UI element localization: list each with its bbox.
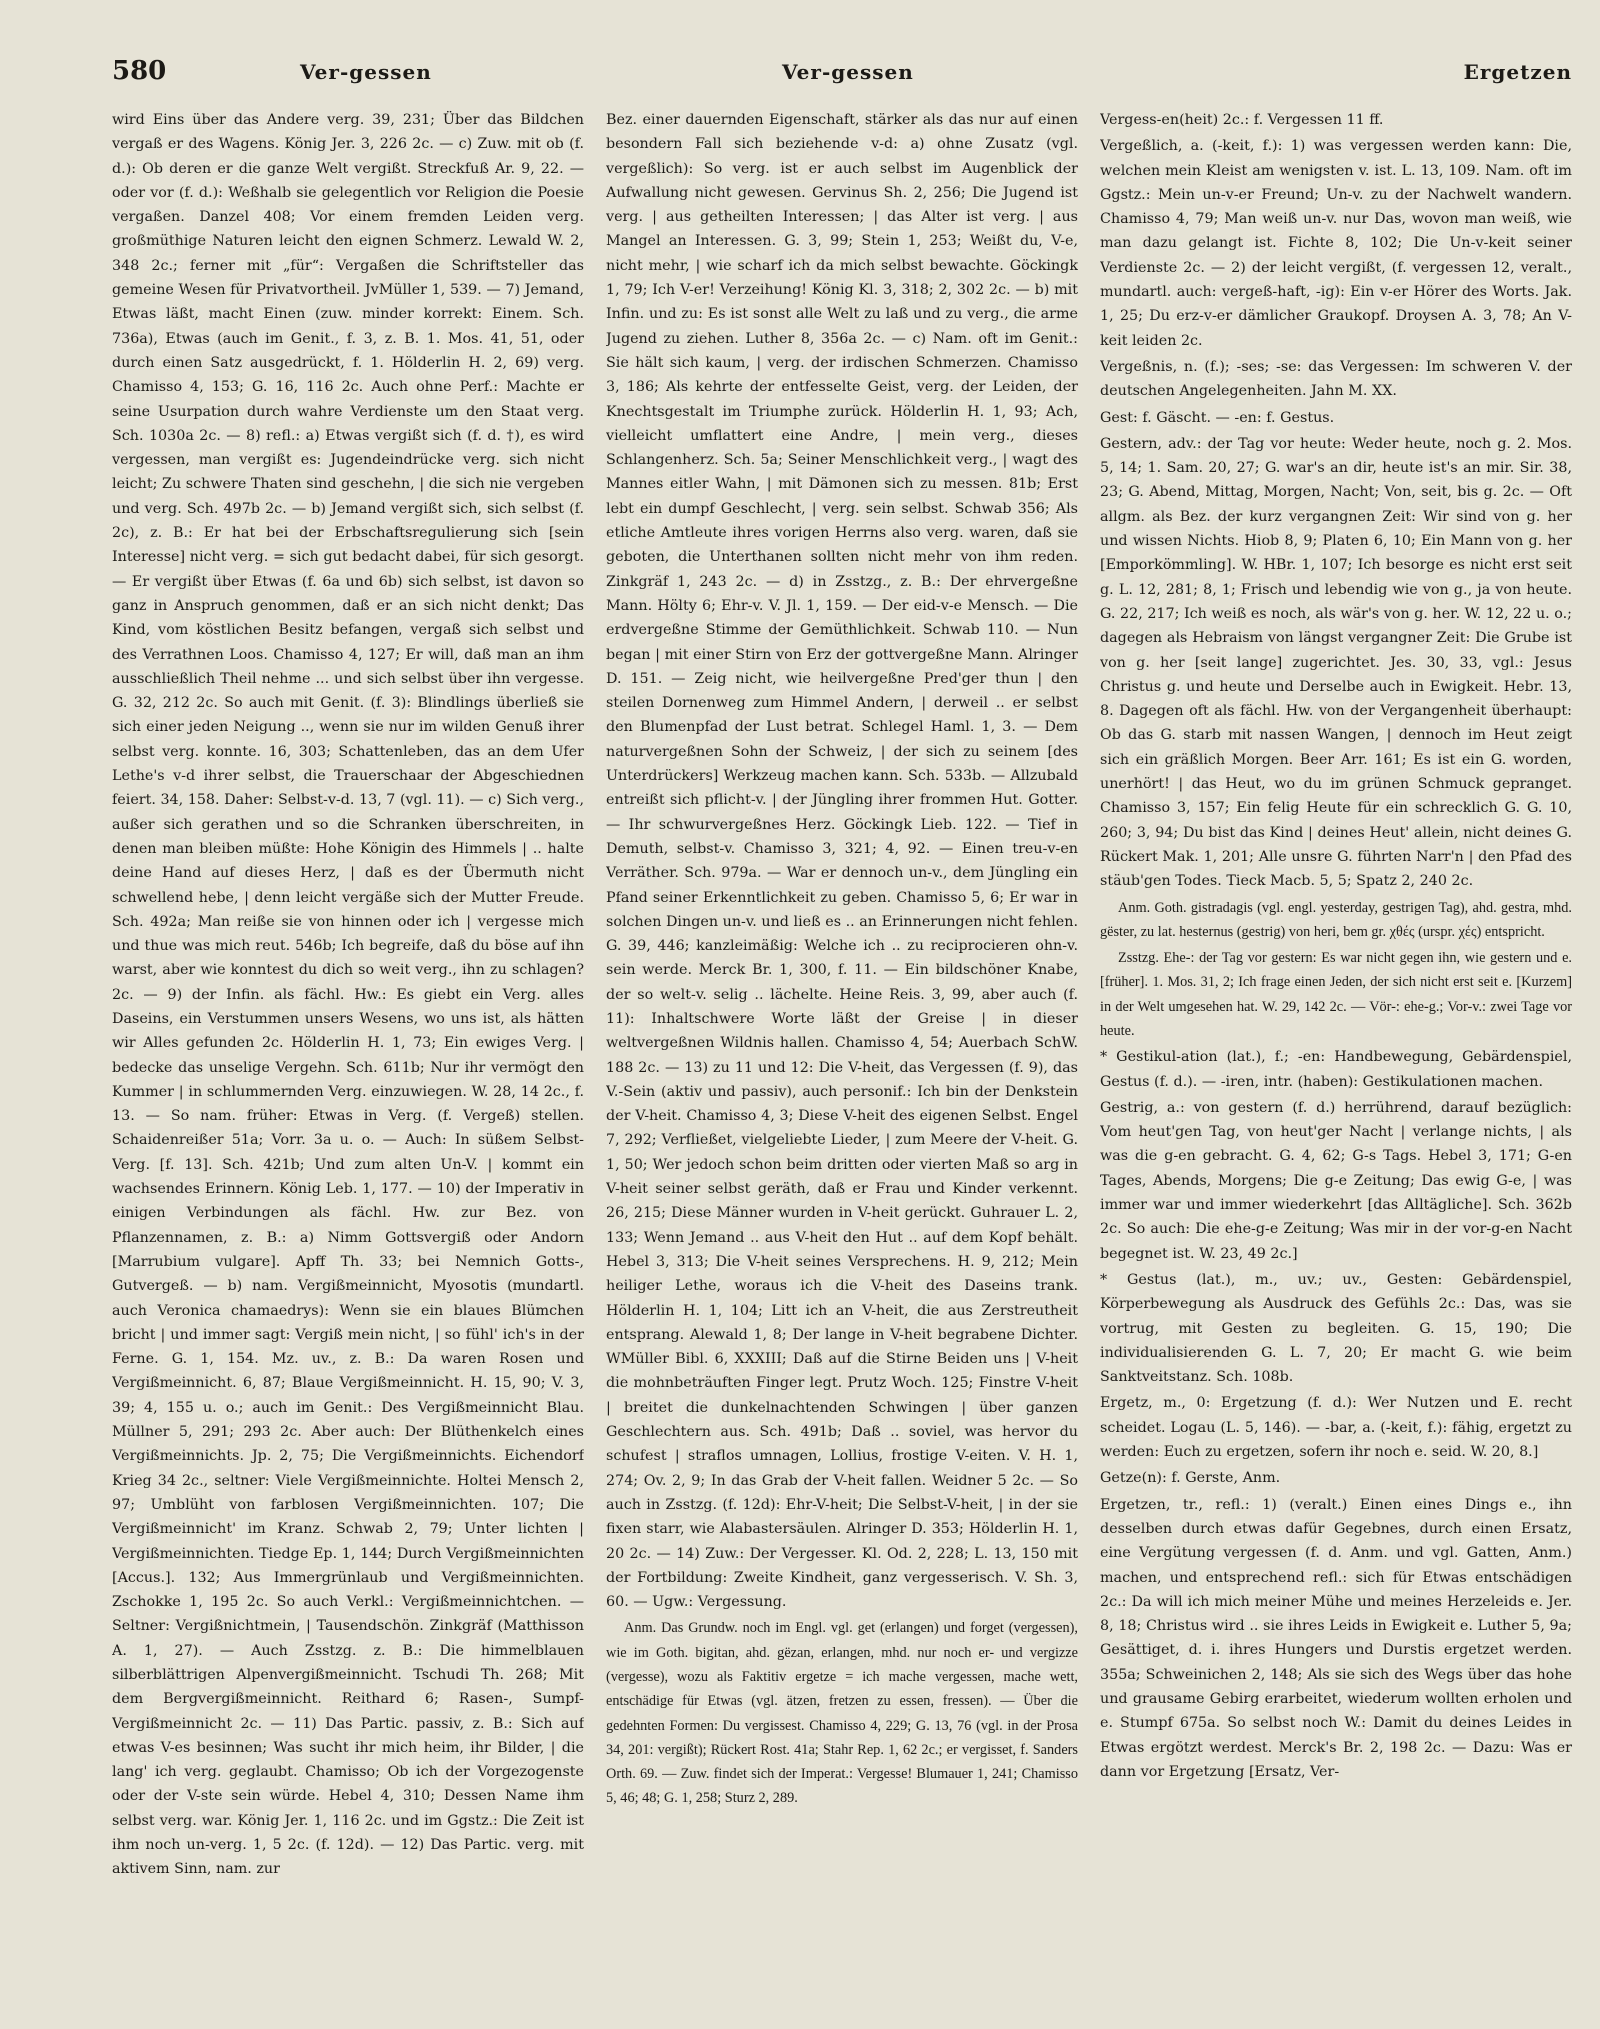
entry-gestern: Gestern, adv.: der Tag vor heute: Weder heute, noch g. 2. Mos. 5, 14; 1. Sam. 20, 27; G. war's an dir, heute ist's an mir. Sir. 38, 23; G. Abend, Mittag, Morgen, Nacht; Von, seit, bis g. 2c. — Oft allgm. als Bez. der kurz vergangnen Zeit: Wir sind von g. her und wissen Nichts. Hiob 8, 9; Platen 6, 10; Ein Mann von g. her [Emporkömmling]. W. HBr. 1, 107; Ich besorge es nicht erst seit g. L. 12, 281; 8, 1; Frisch und lebendig wie von g., ja von heute. G. 22, 217; Ich weiß es noch, als wär's von g. her. W. 12, 22 u. o.; dagegen als Hebraism von längst vergangner Zeit: Die Grube ist von g. her [seit lange] zugerichtet. Jes. 30, 33, vgl.: Jesus Christus g. und heute und Derselbe auch in Ewigkeit. Hebr. 13, 8. Dagegen oft als fächl. Hw. von der Vergangenheit überhaupt: Ob das G. starb mit nassen Wangen, | dennoch im Heut zeigt sich ein gräßlich Morgen. Beer Arr. 161; Es ist ein G. worden, unerhört! | das Heut, wo du im grünen Schmuck gepranget. Chamisso 3, 157; Ein felig Heute für ein schrecklich G. G. 10, 260; 3, 94; Du bist das Kind | deines Heut' allein, nicht deines G. Rückert Mak. 1, 201; Alle unsre G. führten Narr'n | den Pfad des stäub'gen Todes. Tieck Macb. 5, 5; Spatz 2, 240 2c. (1100, 435, 1572, 890)
entry-ergetz: Ergetz, m., 0: Ergetzung (f. d.): Wer Nutzen und E. recht scheidet. Logau (L. 5, 146). — -bar, a. (-keit, f.): fähig, ergetzt zu werden: Euch zu ergetzen, sofern ihr noch e. seid. W. 20, 8.] (1100, 1395, 1572, 1461)
annotation-gestern: Anm. Goth. gistradagis (vgl. engl. yesterday, gestrigen Tag), ahd. gestra, mhd. gëster, zu lat. hesternus (gestrig) von heri, bem gr. χθές (urspr. χές) entspricht. (1100, 899, 1572, 940)
column-right (1100, 108, 1572, 2013)
running-head-center: Ver-gessen (782, 60, 914, 84)
entry-text: Bez. einer dauernden Eigenschaft, stärker als das nur auf einen besondern Fall sich beziehende v-d: a) ohne Zusatz (vgl. vergeßlich): So verg. ist er auch selbst im Augenblick der Aufwallung nicht gewesen. Gervinus Sh. 2, 256; Die Jugend ist verg. | aus getheilten Interessen; | das Alter ist verg. | aus Mangel an Interessen. G. 3, 99; Stein 1, 253; Weißt du, V-e, nicht mehr, | wie scharf ich da mich selbst bewachte. Göckingk 1, 79; Ich V-er! Verzeihung! König Kl. 3, 318; 2, 302 2c. — b) mit Infin. und zu: Es ist sonst alle Welt zu laß und zu verg., die arme Jugend zu ziehen. Luther 8, 356a 2c. — c) Nam. oft im Genit.: Sie hält sich kaum, | verg. der irdischen Schmerzen. Chamisso 3, 186; Als kehrte der entfesselte Geist, verg. der Leiden, der Knechtsgestalt im Triumphe zurück. Hölderlin H. 1, 93; Ach, vielleicht umflattert eine Andre, | mein verg., dieses Schlangenherz. Sch. 5a; Seiner Menschlichkeit verg., | wagt des Mannes eitler Wahn, | mit Dämonen sich zu messen. 81b; Erst lebt ein dumpf Geschlecht, | verg. sein selbst. Schwab 356; Als etliche Amtleute ihres vorigen Herrns also verg. waren, daß sie geboten, die Unterthanen sollten nicht mehr von ihm reden. Zinkgräf 1, 243 2c. — d) in Zsstzg., z. B.: Der ehrvergeßne Mann. Hölty 6; Ehr-v. V. Jl. 1, 159. — Der eid-v-e Mensch. — Die erdvergeßne Stimme der Gemüthlichkeit. Schwab 110. — Nun began | mit einer Stirn von Erz der gottvergeßne Mann. Alringer D. 151. — Zeig nicht, wie heilvergeßne Pred'ger thun | den steilen Dornenweg zum Himmel Andern, | derweil .. er selbst den Blumenpfad der Lust betrat. Schlegel Haml. 1, 3. — Dem naturvergeßnen Sohn der Schweiz, | der sich zu seinem [des Unterdrückers] Werkzeug machen kann. Sch. 533b. — Allzubald entreißt sich pflicht-v. | der Jüngling ihrer frommen Hut. Gotter. — Ihr schwurvergeßnes Herz. Göckingk Lieb. 122. — Tief in Demuth, selbst-v. Chamisso 3, 321; 4, 92. — Einen treu-v-en Verräther. Sch. 979a. — War er dennoch un-v., dem Jüngling ein Pfand seiner Erkenntlichkeit zu geben. Chamisso 5, 6; Er war in solchen Dingen un-v. und ließ es .. an Erinnerungen nicht fehlen. G. 39, 446; kanzleimäßig: Welche ich .. zu reciprocieren ohn-v. sein werde. Merck Br. 1, 300, f. 11. — Ein bildschöner Knabe, der so welt-v. selig .. lächelte. Heine Reis. 3, 99, aber auch (f. 11): Inhaltschwere Worte läßt der Greise | in dieser weltvergeßnen Wildnis hallen. Chamisso 4, 54; Auerbach SchW. 188 2c. — 13) zu 11 und 12: Die V-heit, das Vergessen (f. 9), das V.-Sein (aktiv und passiv), auch personif.: Ich bin der Denkstein der V-heit. Chamisso 4, 3; Diese V-heit des eigenen Selbst. Engel 7, 292; Verfließet, vielgeliebte Lieder, | zum Meere der V-heit. G. 1, 50; Wer jedoch schon beim dritten oder vierten Maß so arg in V-heit seiner selbst geräth, daß er Frau und Kinder verkennt. 26, 215; Diese Männer wurden in V-heit gerückt. Guhrauer L. 2, 133; Wenn Jemand .. aus V-heit den Hut .. auf dem Kopf behält. Hebel 3, 313; Die V-heit seines Versprechens. H. 9, 212; Mein heiliger Lethe, woraus ich die V-heit des Daseins trank. Hölderlin H. 1, 104; Litt ich an V-heit, die aus Zerstreutheit entsprang. Alewald 1, 8; Der lange in V-heit begrabene Dichter. WMüller Bibl. 6, XXXIII; Daß auf die Stirne Beiden uns | V-heit die mohnbeträuften Finger legt. Prutz Woch. 125; Finstre V-heit | breitet die dunkelnachtenden Schwingen | über ganzen Geschlechtern aus. Sch. 491b; Daß .. soviel, was hervor du schufest | straflos umnagen, Lollius, frostige V-eiten. V. H. 1, 274; Ov. 2, 9; In das Grab der V-heit fallen. Weidner 5 2c. — So auch in Zsstzg. (f. 12d): Ehr-V-heit; Die Selbst-V-heit, | in der sie fixen starr, wie Alabastersäulen. Alringer D. 353; Hölderlin H. 1, 20 2c. — 14) Zuw.: Der Vergesser. Kl. Od. 2, 228; L. 13, 150 mit der Fortbildung: Zweite Kindheit, ganz vergesserisch. V. Sh. 3, 60. — Ugw.: Vergessung. (606, 112, 1078, 1611)
page-header (112, 56, 1572, 96)
entry-vergesslich: Vergeßlich, a. (-keit, f.): 1) was vergessen werden kann: Die, welchen mein Kleist am wenigsten v. ist. L. 13, 109. Nam. oft im Ggstz.: Mein un-v-er Freund; Un-v. zu der Nachwelt wandern. Chamisso 4, 79; Man weiß un-v. nur Das, wovon man weiß, wie man dazu gelangt ist. Fichte 8, 102; Die Un-v-keit seiner Verdienste 2c. — 2) der leicht vergißt, (f. vergessen 12, veralt., mundartl. auch: vergeß-haft, -ig): Ein v-er Hörer des Worts. Jak. 1, 25; Du erz-v-er dämlicher Graukopf. Droysen A. 3, 78; An V-keit leiden 2c. (1100, 138, 1572, 349)
text-columns (112, 108, 1572, 2013)
annotation-text: Anm. Das Grundw. noch im Engl. vgl. get (erlangen) und forget (vergessen), wie im Goth. bigitan, ahd. gëzan, erlangen, mhd. nur noch er- und vergizze (vergesse), wozu als Faktitiv ergetze = ich mache vergessen, mache wett, entschädige für Etwas (vgl. ätzen, fretzen zu essen, fressen). — Über die gedehnten Formen: Du vergissest. Chamisso 4, 229; G. 13, 76 (vgl. in der Prosa 34, 201: vergißt); Rückert Rost. 41a; Stahr Rep. 1, 62 2c.; er vergisset, f. Sanders Orth. 69. — Zuw. findet sich der Imperat.: Vergesse! Blumauer 1, 241; Chamisso 5, 46; 48; G. 1, 258; Sturz 2, 289. (606, 1620, 1078, 1807)
page-number: 580 (112, 56, 167, 86)
entry-gestikulation: * Gestikul-ation (lat.), f.; -en: Handbewegung, Gebärdenspiel, Gestus (f. d.). — -iren, intr. (haben): Gestikulationen machen. (1100, 1049, 1572, 1090)
entry-ergetzen: Ergetzen, tr., refl.: 1) (veralt.) Einen eines Dings e., ihn desselben durch etwas dafür Gegebnes, durch einen Ersatz, eine Vergütung vergessen (f. d. Anm. und vgl. Gatten, Anm.) machen, und entsprechend refl.: sich für Etwas entschädigen 2c.: Da will ich mich meiner Mühe und meines Herzeleids e. Jer. 8, 18; Christus wird .. sie ihres Leids in Ewigkeit e. Luther 5, 9a; Gesättiget, d. i. ihres Hungers und Durstis ergetzet werden. 355a; Schweinichen 2, 148; Als sie sich des Wegs über das hohe und grausame Gebirg erarbeitet, wiederum wollten erholen und e. Stumpf 675a. So selbst noch W.: Damit du deines Leides in Etwas ergötzt werdest. Merck's Br. 2, 198 2c. — Dazu: Was er dann vor Ergetzung [Ersatz, Ver- (1100, 1496, 1572, 1780)
entry-vergessenheit: Vergess-en(heit) 2c.: f. Vergessen 11 ff. (1100, 112, 1384, 128)
entry-getze: Getze(n): f. Gerste, Anm. (1100, 1470, 1281, 1487)
entry-gest: Gest: f. Gäscht. — -en: f. Gestus. (1100, 409, 1335, 426)
running-head-right: Ergetzen (1463, 60, 1572, 84)
column-middle (606, 108, 1078, 2013)
column-left (112, 108, 584, 2013)
entry-gestus: * Gestus (lat.), m., uv.; uv., Gesten: Gebärdenspiel, Körperbewegung als Ausdruck des Gefühls 2c.: Das, was sie vortrug, mit Gesten zu begleiten. G. 15, 190; Die individualisierenden G. L. 7, 20; Er macht G. wie beim Sanktveitstanz. Sch. 108b. (1100, 1271, 1572, 1386)
entry-vergessnis: Vergeßnis, n. (f.); -ses; -se: das Vergessen: Im schweren V. der deutschen Angelegenheiten. Jahn M. XX. (1100, 358, 1572, 400)
entry-text: wird Eins über das Andere verg. 39, 231; Über das Bildchen vergaß er des Wagens. König Jer. 3, 226 2c. — c) Zuw. mit ob (f. d.): Ob deren er die ganze Welt vergißt. Streckfuß Ar. 9, 22. — oder vor (f. d.): Weßhalb sie gelegentlich vor Religion die Poesie vergaßen. Danzel 408; Vor einem fremden Leiden verg. großmüthige Naturen leicht den eignen Schmerz. Lewald W. 2, 348 2c.; ferner mit „für“: Vergaßen die Schriftsteller das gemeine Wesen für Privatvortheil. JvMüller 1, 539. — 7) Jemand, Etwas läßt, macht Einen (zuw. minder korrekt: Einem. Sch. 736a), Etwas (auch im Genit., f. 3, z. B. 1. Mos. 41, 51, oder durch einen Satz ausgedrückt, f. 1. Hölderlin H. 2, 69) verg. Chamisso 4, 153; G. 16, 116 2c. Auch ohne Perf.: Machte er seine Usurpation durch wahre Verdienste um den Staat verg. Sch. 1030a 2c. — 8) refl.: a) Etwas vergißt sich (f. d. †), es wird vergessen, man vergißt es: Jugendeindrücke verg. sich nicht leicht; Zu schwere Thaten sind geschehn, | die sich nie vergeben und verg. Sch. 497b 2c. — b) Jemand vergißt sich, sich selbst (f. 2c), z. B.: Er hat bei der Erbschaftsregulierung sich [sein Interesse] nicht verg. = sich gut bedacht dabei, für sich gesorgt. — Er vergißt über Etwas (f. 6a und 6b) sich selbst, ist davon so ganz in Anspruch genommen, daß er an sich nicht denkt; Das Kind, vom köstlichen Besitz befangen, vergaß sich selbst und des Verrathnen Loos. Chamisso 4, 127; Er will, daß man an ihm ausschließlich Theil nehme ... und sich selbst über ihn vergesse. G. 32, 212 2c. So auch mit Genit. (f. 3): Blindlings überließ sie sich einer jeden Neigung .., wenn sie nur im wilden Genuß ihrer selbst verg. konnte. 16, 303; Schattenleben, das an dem Ufer Lethe's v-d ihrer selbst, die Trauerschaar der Abgeschiednen feiert. 34, 158. Daher: Selbst-v-d. 13, 7 (vgl. 11). — c) Sich verg., außer sich gerathen und so die Schranken überschreiten, in denen man bleiben müßte: Hohe Königin des Himmels | .. halte deine Hand auf dieses Herz, | daß es der Übermuth nicht schwellend hebe, | denn leicht vergäße sich der Mutter Freude. Sch. 492a; Man reiße sie von hinnen oder ich | vergesse mich und thue was mich reut. 546b; Ich begreife, daß du böse auf ihn warst, aber wie konntest du dich so weit verg., ihn zu schlagen? 2c. — 9) der Infin. als fächl. Hw.: Es giebt ein Verg. alles Daseins, ein Verstummen unsers Wesens, wo uns ist, als hätten wir Alles gefunden 2c. Hölderlin H. 1, 73; Ein ewiges Verg. | bedecke das unselige Vergehn. Sch. 611b; Nur ihr vermögt den Kummer | in schlummernden Verg. einzuwiegen. W. 28, 14 2c., f. 13. — So nam. früher: Etwas in Verg. (f. Vergeß) stellen. Schaidenreißer 51a; Vorr. 3a u. o. — Auch: In süßem Selbst-Verg. [f. 13]. Sch. 421b; Und zum alten Un-V. | kommt ein wachsendes Erinnern. König Leb. 1, 177. — 10) der Imperativ in einigen Verbindungen als fächl. Hw. zur Bez. von Pflanzennamen, z. B.: a) Nimm Gottsvergiß oder Andorn [Marrubium vulgare]. Apff Th. 33; bei Nemnich Gotts-, Gutvergeß. — b) nam. Vergißmeinnicht, Myosotis (mundartl. auch Veronica chamaedrys): Wenn sie ein blaues Blümchen bricht | und immer sagt: Vergiß mein nicht, | so fühl' ich's in der Ferne. G. 1, 154. Mz. uv., z. B.: Da waren Rosen und Vergißmeinnicht. 6, 87; Blaue Vergißmeinnicht. H. 15, 90; V. 3, 39; 4, 155 u. o.; auch im Genit.: Des Vergißmeinnicht Blau. Müllner 5, 291; 293 2c. Aber auch: Der Blüthenkelch eines Vergißmeinnichts. Jp. 2, 75; Die Vergißmeinnichts. Eichendorf Krieg 34 2c., seltner: Viele Vergißmeinnichte. Holtei Mensch 2, 97; Umblüht von farblosen Vergißmeinnichten. 107; Die Vergißmeinnicht' im Kranz. Schwab 2, 79; Unter lichten | Vergißmeinnichten. Tiedge Ep. 1, 144; Durch Vergißmeinnichten [Accus.]. 132; Aus Immergrünlaub und Vergißmeinnichten. Zschokke 1, 195 2c. So auch Verkl.: Vergißmeinnichtchen. — Seltner: Vergißnichtmein, | Tausendschön. Zinkgräf (Matthisson A. 1, 27). — Auch Zsstzg. z. B.: Die himmelblauen silberblättrigen Alpenvergißmeinnicht. Tschudi Th. 268; Mit dem Bergvergißmeinnicht. Reithard 6; Rasen-, Sumpf-Vergißmeinnicht 2c. — 11) Das Partic. passiv, z. B.: Sich auf etwas V-es besinnen; Was sucht ihr mich heim, ihr Bilder, | die lang' ich verg. geglaubt. Chamisso; Ob ich der Vorgezogenste oder der V-ste sein würde. Hebel 4, 310; Dessen Name ihm selbst verg. war. König Jer. 1, 116 2c. und im Ggstz.: Die Zeit ist ihm noch un-verg. 1, 5 2c. (f. 12d). — 12) Das Partic. verg. mit aktivem Sinn, nam. zur (112, 112, 584, 1878)
running-head-left: Ver-gessen (300, 60, 432, 84)
entry-gestrig: Gestrig, a.: von gestern (f. d.) herrührend, darauf bezüglich: Vom heut'gen Tag, von heut'ger Nacht | verlange nichts, | als was die g-en gebracht. G. 4, 62; G-s Tags. Hebel 3, 171; G-en Tages, Abends, Morgens; Die g-e Zeitung; Das ewig G-e, | was immer war und immer wiederkehrt [das Alltägliche]. Sch. 362b 2c. So auch: Die ehe-g-e Zeitung; Was mir in der vor-g-en Nacht begegnet ist. W. 23, 49 2c.] (1100, 1099, 1572, 1262)
compounds-gestern: Zsstzg. Ehe-: der Tag vor gestern: Es war nicht gegen ihn, wie gestern und e. [früher]. 1. Mos. 31, 2; Ich frage einen Jeden, der sich nicht erst seit e. [Kurzem] in der Welt umgesehen hat. W. 29, 142 2c. — Vör-: ehe-g.; Vor-v.: zwei Tage vor heute. (1100, 950, 1572, 1039)
